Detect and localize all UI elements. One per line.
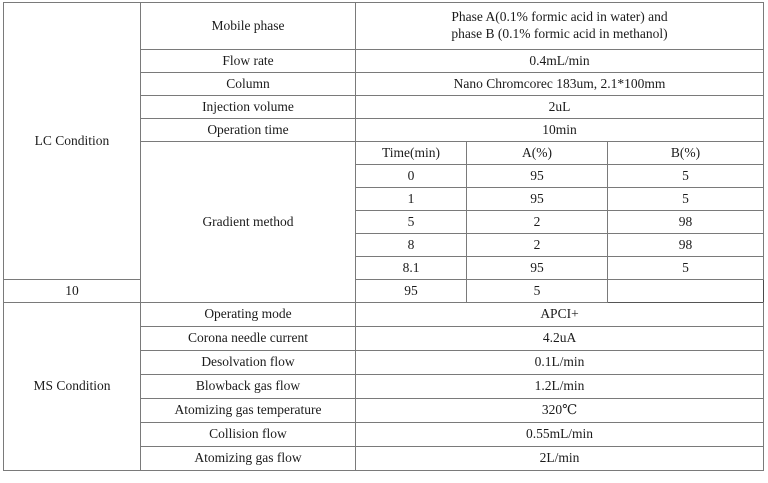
- gradient-cell-b: 5: [608, 188, 764, 211]
- row-label-desolvation-flow: Desolvation flow: [141, 351, 356, 375]
- gradient-cell-time: 1: [356, 188, 467, 211]
- table-row: [4, 303, 764, 327]
- row-value-atomizing-gas-temperature: 320℃: [356, 399, 764, 423]
- row-value-blowback-gas-flow: 1.2L/min: [356, 375, 764, 399]
- gradient-cell-a: 95: [467, 257, 608, 280]
- row-label-collision-flow: Collision flow: [141, 423, 356, 447]
- row-value-atomizing-gas-flow: 2L/min: [356, 447, 764, 471]
- gradient-header-a: A(%): [467, 142, 608, 165]
- row-value-flow-rate: 0.4mL/min: [356, 50, 764, 73]
- row-value-operating-mode: APCI+: [356, 303, 764, 327]
- gradient-cell-time: 8.1: [356, 257, 467, 280]
- section-label-ms-condition: MS Condition: [4, 303, 141, 471]
- row-label-corona-needle-current: Corona needle current: [141, 327, 356, 351]
- row-label-atomizing-gas-temperature: Atomizing gas temperature: [141, 399, 356, 423]
- gradient-header-b: B(%): [608, 142, 764, 165]
- gradient-cell-b: 5: [608, 257, 764, 280]
- gradient-cell-a: 95: [467, 165, 608, 188]
- gradient-cell-time: 10: [4, 280, 141, 303]
- mobile-phase-line-1: Phase A(0.1% formic acid in water) and: [451, 9, 668, 25]
- row-value-column: Nano Chromcorec 183um, 2.1*100mm: [356, 73, 764, 96]
- table-row: [4, 280, 764, 303]
- gradient-cell-b: 98: [608, 211, 764, 234]
- row-label-blowback-gas-flow: Blowback gas flow: [141, 375, 356, 399]
- gradient-cell-b: 98: [608, 234, 764, 257]
- section-label-lc-condition: LC Condition: [4, 3, 141, 280]
- row-label-operation-time: Operation time: [141, 119, 356, 142]
- gradient-cell-a: 95: [467, 188, 608, 211]
- row-label-mobile-phase: Mobile phase: [141, 3, 356, 50]
- gradient-cell-time: 8: [356, 234, 467, 257]
- row-label-gradient-method: Gradient method: [141, 142, 356, 303]
- mobile-phase-line-2: phase B (0.1% formic acid in methanol): [451, 26, 668, 41]
- gradient-cell-b: 5: [467, 280, 608, 303]
- row-value-desolvation-flow: 0.1L/min: [356, 351, 764, 375]
- gradient-cell-a: 2: [467, 234, 608, 257]
- table-row: [4, 3, 764, 50]
- lc-ms-conditions-table: [3, 2, 764, 471]
- gradient-cell-time: 5: [356, 211, 467, 234]
- row-value-injection-volume: 2uL: [356, 96, 764, 119]
- row-value-operation-time: 10min: [356, 119, 764, 142]
- row-value-mobile-phase: [356, 3, 764, 50]
- row-label-injection-volume: Injection volume: [141, 96, 356, 119]
- row-label-atomizing-gas-flow: Atomizing gas flow: [141, 447, 356, 471]
- row-label-column: Column: [141, 73, 356, 96]
- row-label-operating-mode: Operating mode: [141, 303, 356, 327]
- gradient-cell-a: 95: [356, 280, 467, 303]
- row-label-flow-rate: Flow rate: [141, 50, 356, 73]
- row-value-corona-needle-current: 4.2uA: [356, 327, 764, 351]
- gradient-cell-time: 0: [356, 165, 467, 188]
- gradient-cell-b: 5: [608, 165, 764, 188]
- gradient-header-time: Time(min): [356, 142, 467, 165]
- row-value-collision-flow: 0.55mL/min: [356, 423, 764, 447]
- gradient-cell-a: 2: [467, 211, 608, 234]
